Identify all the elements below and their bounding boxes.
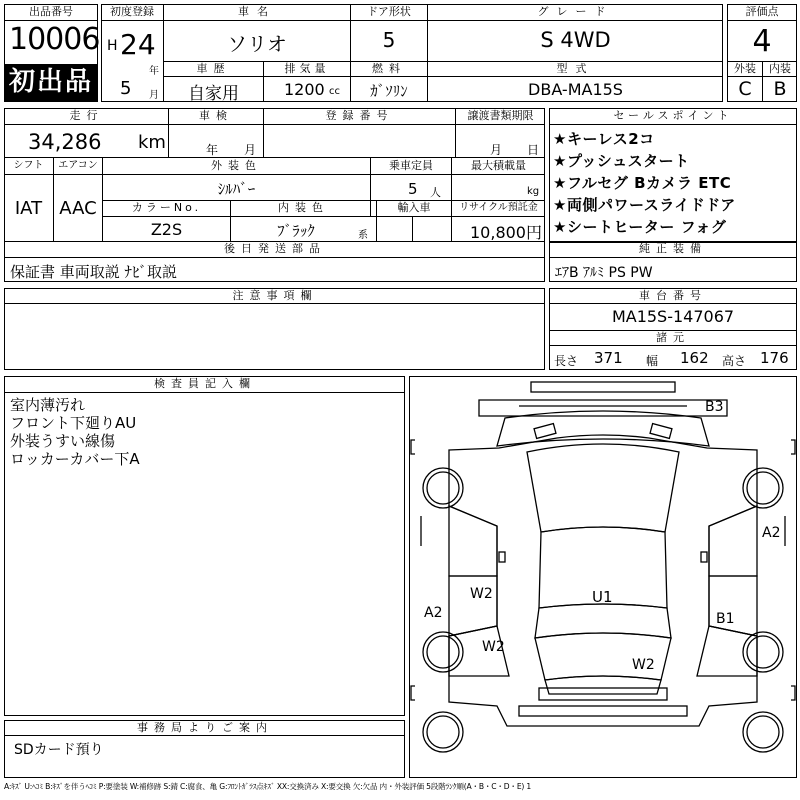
width: 162 [680,349,709,367]
interior-color-label: 内装色 [278,201,329,214]
damage-b3: B3 [705,399,724,415]
mileage-label: 走行 [69,109,104,122]
inspector-line: フロント下廻りAU [10,414,137,432]
sales-point-item: ★フルセグ Bカメラ ETC [553,174,732,192]
damage-a2-left: A2 [424,605,443,621]
capacity: 5 [408,180,418,198]
sales-point-item: ★シートヒーター フォグ [553,218,727,236]
sales-points-label: セールスポイント [613,109,733,122]
later-parts-label: 後日発送部品 [224,242,326,255]
interior-color-unit: 系 [358,230,368,241]
first-reg-year-unit: 年 [149,66,159,77]
transfer-month-unit: 月 [490,143,503,157]
first-reg-year: 24 [120,28,156,61]
exterior-color: ｼﾙﾊﾞｰ [217,180,256,198]
car-diagram [409,376,797,778]
mileage-unit: km [138,132,166,153]
max-load-label: 最大積載量 [471,159,526,172]
sales-points-list [553,128,736,238]
notes-label: 注意事項欄 [232,289,318,302]
sales-point-item: ★プッシュスタート [553,152,690,170]
interior-color: ﾌﾞﾗｯｸ [277,222,315,240]
aircon-label: エアコン [58,160,98,171]
damage-a2-right: A2 [762,525,781,541]
width-label: 幅 [646,354,659,368]
capacity-unit: 人 [430,186,441,199]
doors: 5 [382,28,396,52]
recycle-label: リサイクル預託金 [459,202,538,213]
damage-w2-front: W2 [482,639,505,655]
registration-label: 登録番号 [325,109,394,122]
lot-label: 出品番号 [29,5,73,18]
grade-label: グレード [537,5,614,18]
score: 4 [752,24,772,59]
shift: IAT [14,198,43,219]
first-listing-badge: 初出品 [5,64,97,101]
model: DBA-MA15S [528,80,623,99]
displacement-label: 排気量 [284,62,330,75]
import-label: 輸入車 [397,201,431,214]
first-reg-month: 5 [120,78,132,99]
capacity-label: 乗車定員 [389,159,433,172]
interior-grade-label: 内装 [769,62,791,75]
chassis-number: MA15S-147067 [611,307,735,326]
height-label: 高さ [722,354,747,368]
aircon: AAC [59,198,97,219]
shift-label: シフト [13,160,44,171]
damage-w2-bottom: W2 [632,657,655,673]
equipment-label: 純正装備 [639,242,707,255]
sales-point-item: ★両側パワースライドドア [553,196,736,214]
sales-point-item: ★キーレス2コ [553,130,655,148]
height: 176 [760,349,789,367]
exterior-color-label: 外装色 [211,159,262,172]
office-note: SDカード預り [14,742,104,758]
first-reg-month-unit: 月 [149,90,159,101]
mileage: 34,286 [28,130,102,154]
damage-u1: U1 [592,588,613,606]
displacement: 1200 [284,80,325,99]
exterior-grade: C [738,78,752,100]
inspector-notes [10,396,140,468]
history-label: 車歴 [196,62,231,75]
lot-number: 10006 [9,22,100,57]
damage-w2-left: W2 [470,586,493,602]
score-label: 評価点 [745,5,779,18]
chassis-label: 車台番号 [639,289,707,302]
inspection-year-unit: 年 [206,143,219,157]
equipment: ｴｱB ｱﾙﾐ PS PW [555,265,653,281]
transfer-deadline-label: 譲渡書類期限 [467,109,534,122]
car-name: ソリオ [227,32,287,56]
inspector-label: 検査員記入欄 [154,377,256,390]
transfer-day-unit: 日 [527,143,540,157]
inspector-line: ロッカーカバー下A [10,450,140,468]
grade: S 4WD [540,28,611,52]
max-load-unit: kg [527,186,540,197]
dims-label: 諸元 [656,331,690,344]
fuel: ｶﾞｿﾘﾝ [370,82,408,100]
car-name-label: 車名 [238,5,276,18]
exterior-grade-label: 外装 [734,62,756,75]
color-no-label: カラーNo. [131,201,202,214]
office-label: 事務局よりご案内 [137,721,273,734]
doors-label: ドア形状 [367,5,411,18]
model-label: 型式 [556,62,595,75]
inspection-month-unit: 月 [244,143,257,157]
first-reg-label: 初度登録 [110,5,154,18]
length: 371 [594,349,623,367]
color-no: Z2S [150,220,183,239]
interior-grade: B [773,78,787,100]
first-reg-era: H [107,38,118,54]
later-parts: 保証書 車両取説 ﾅﾋﾞ取説 [10,263,178,281]
legend: A:ｷｽﾞ U:ﾍｺﾐ B:ｷｽﾞを伴うﾍｺﾐ P:要塗装 W:補修跡 S:錆 C:腐食、亀 G:ﾌﾛﾝﾄｶﾞﾗｽ点ｷｽﾞ XX:交換済み X:要交換 欠:欠品 内・外装評価 5段階ﾗﾝｸ順(A・B・C・D・E) 1 [4,782,532,791]
damage-b1: B1 [716,611,735,627]
recycle-value: 10,800円 [470,223,542,242]
displacement-unit: cc [329,86,340,97]
inspector-line: 外装うすい線傷 [10,432,116,450]
history: 自家用 [188,84,239,104]
inspection-label: 車検 [199,109,233,122]
fuel-label: 燃料 [372,62,406,75]
inspector-line: 室内薄汚れ [10,396,86,414]
length-label: 長さ [554,354,579,368]
